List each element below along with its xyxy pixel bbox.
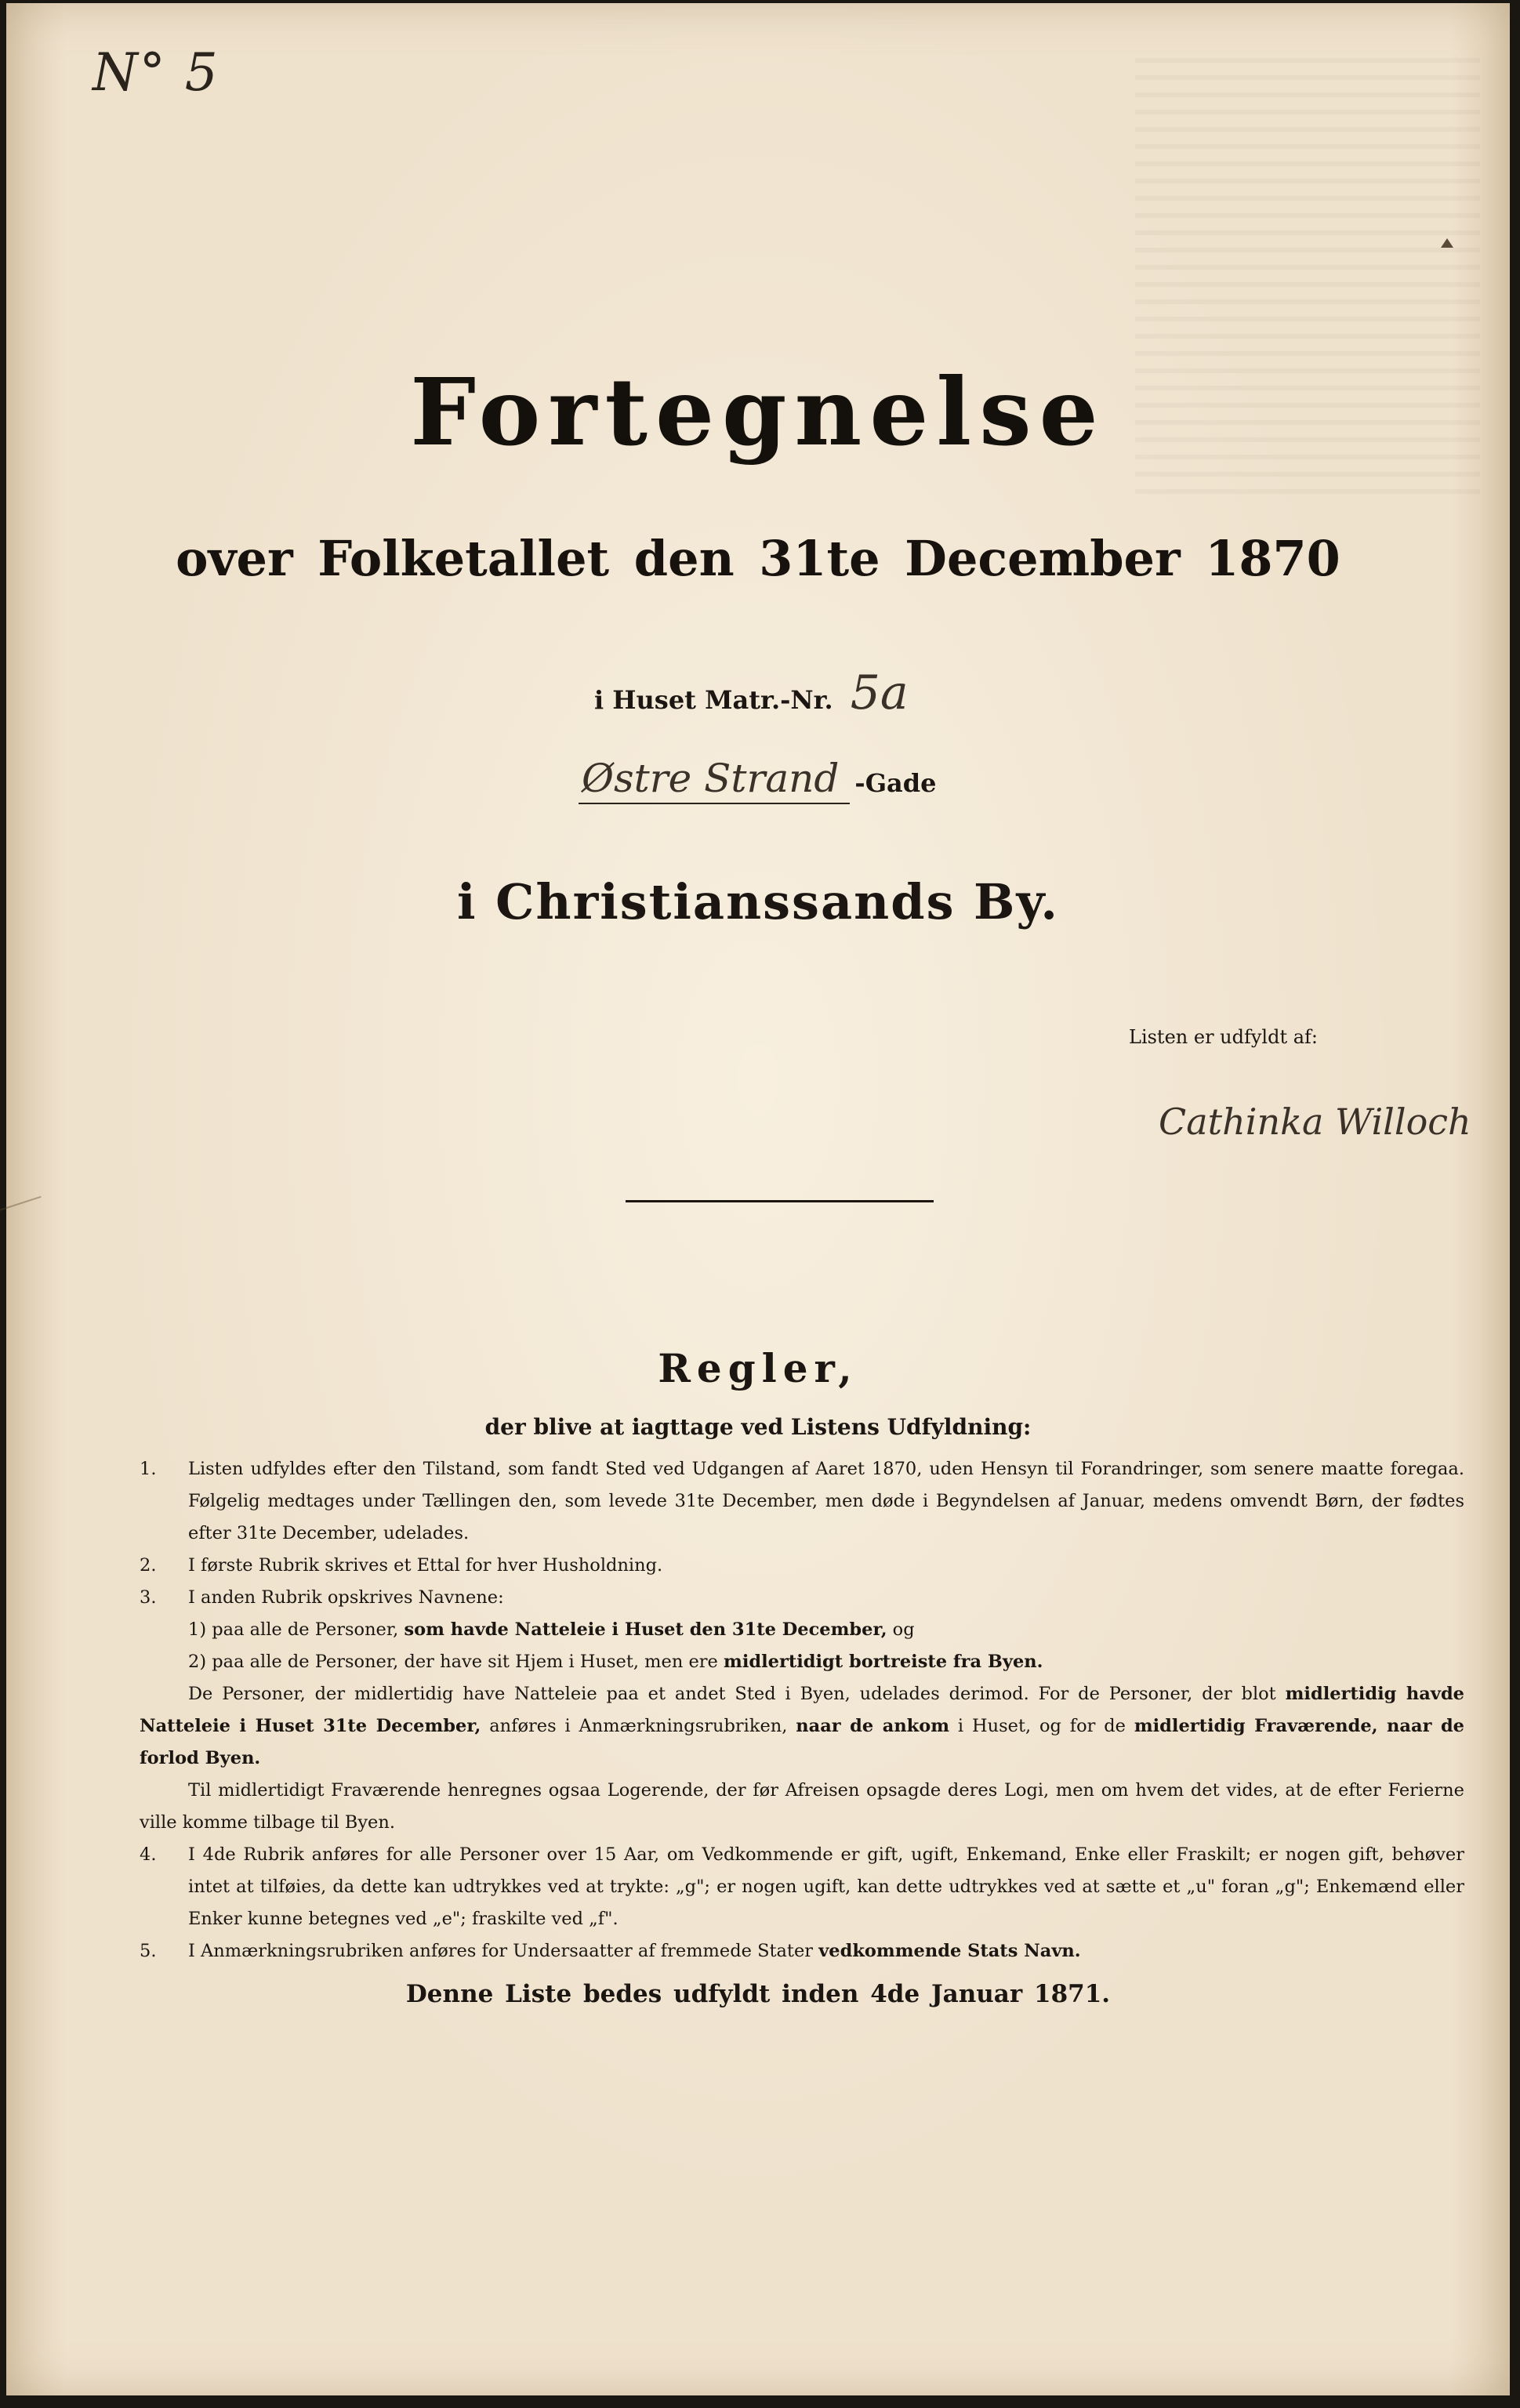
rule-4 [140, 1839, 1464, 1935]
street-line [579, 756, 936, 804]
rules-list [140, 1453, 1464, 1967]
house-number-handwritten: 5a [850, 665, 909, 720]
rule-text-wrap [188, 1935, 1464, 1967]
rule-text: I Anmærkningsrubriken anføres for Undersaatter af fremmede Stater [188, 1941, 819, 1961]
rule-text: 2) paa alle de Personer, der have sit Hjem i Huset, men ere [188, 1652, 724, 1672]
rules-subtitle: der blive at iagttage ved Listens Udfyldning: [484, 1414, 1032, 1440]
rule-number: 2. [140, 1555, 157, 1576]
document-title: Fortegnelse [410, 357, 1106, 466]
rule-text: og [887, 1619, 915, 1640]
rule-emphasis: midlertidig Fraværende, naar de forlod Byen. [140, 1716, 1464, 1768]
city-line: i Christianssands By. [457, 873, 1059, 930]
rule-emphasis: vedkommende Stats Navn. [818, 1941, 1081, 1961]
rule-number: 1. [140, 1459, 157, 1479]
rule-text: 1) paa alle de Personer, [188, 1619, 404, 1640]
rule-emphasis: som havde Natteleie i Huset den 31te December, [404, 1619, 887, 1640]
signature: Cathinka Willoch [1159, 1101, 1471, 1143]
rule-emphasis: midlertidigt bortreiste fra Byen. [724, 1652, 1043, 1672]
rule-5 [140, 1935, 1464, 1967]
document-subtitle: over Folketallet den 31te December 1870 [176, 530, 1340, 587]
rule-text: Listen udfyldes efter den Tilstand, som fandt Sted ved Udgangen af Aaret 1870, uden Hensyn til Forandringer, som senere maatte foregaa. Følgelig medtages under Tællingen den, som levede 31te December, men døde i Begyndelsen af Januar, medens omvendt Børn, der fødtes efter 31te December, udelades. [188, 1459, 1464, 1543]
rule-3 [140, 1582, 1464, 1614]
house-number-line [594, 665, 909, 720]
rule-text: anføres i Anmærkningsrubriken, [481, 1716, 796, 1736]
form-number: N° 5 [93, 42, 219, 103]
margin-mark [1441, 238, 1453, 248]
rule-2 [140, 1550, 1464, 1582]
rule-text: i Huset, og for de [949, 1716, 1134, 1736]
filled-by-label: Listen er udfyldt af: [1129, 1026, 1319, 1048]
house-label: i Huset Matr.-Nr. [594, 685, 833, 715]
rule-1 [140, 1453, 1464, 1550]
rule-number: 4. [140, 1844, 157, 1865]
divider-rule [626, 1200, 934, 1202]
rule-3-paragraph-2: Til midlertidigt Fraværende henregnes ogsaa Logerende, der før Afreisen opsagde deres Logi, men om hvem det vides, at de efter Ferierne ville komme tilbage til Byen. [140, 1780, 1464, 1833]
rule-3-paragraph-1 [140, 1678, 1464, 1775]
rule-text: I første Rubrik skrives et Ettal for hver Husholdning. [188, 1555, 663, 1576]
street-suffix: -Gade [854, 768, 937, 798]
rule-number: 3. [140, 1587, 157, 1608]
rule-3-sub-1 [140, 1614, 1464, 1646]
rule-emphasis: naar de ankom [796, 1716, 950, 1736]
census-form-page [6, 3, 1510, 2395]
rule-text: De Personer, der midlertidig have Natteleie paa et andet Sted i Byen, udelades derimod. For de Personer, der blot [188, 1684, 1286, 1704]
rule-3-sub-2 [140, 1646, 1464, 1678]
rules-title: Regler, [658, 1345, 858, 1391]
rule-text: I 4de Rubrik anføres for alle Personer over 15 Aar, om Vedkommende er gift, ugift, Enkemand, Enke eller Fraskilt; er nogen gift, behøver intet at tilføies, da dette kan udtrykkes ved at trykte: „g"; er nogen ugift, kan dette udtrykkes ved at sætte et „u" foran „g"; Enkemænd eller Enker kunne betegnes ved „e"; fraskilte ved „f". [188, 1844, 1464, 1929]
edge-tear [0, 1196, 51, 1242]
rule-number: 5. [140, 1941, 157, 1961]
rule-emphasis: midlertidig havde Natteleie i Huset 31te December, [140, 1684, 1464, 1736]
street-name-handwritten: Østre Strand [579, 756, 850, 804]
deadline-notice: Denne Liste bedes udfyldt inden 4de Januar 1871. [405, 1980, 1111, 2008]
rule-text: I anden Rubrik opskrives Navnene: [188, 1587, 504, 1608]
